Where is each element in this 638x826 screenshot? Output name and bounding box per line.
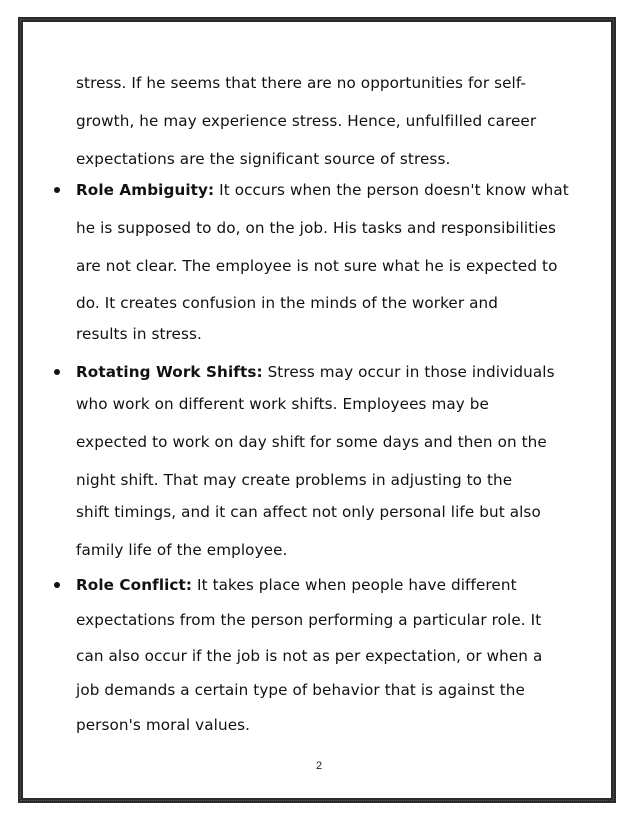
bullet-line: can also occur if the job is not as per expectation, or when a xyxy=(76,647,543,665)
bullet-dot xyxy=(54,187,60,193)
bullet-term: Rotating Work Shifts: xyxy=(76,363,263,381)
bullet-dot xyxy=(54,369,60,375)
bullet-term: Role Ambiguity: xyxy=(76,181,215,199)
bullet-line: shift timings, and it can affect not only personal life but also xyxy=(76,503,541,521)
bullet-line: he is supposed to do, on the job. His tasks and responsibilities xyxy=(76,219,557,237)
bullet-line: expectations from the person performing a particular role. It xyxy=(76,611,542,629)
bullet-role-ambiguity-line-1 xyxy=(76,180,569,200)
intro-line-2: growth, he may experience stress. Hence, unfulfilled career xyxy=(76,112,537,130)
bullet-line: who work on different work shifts. Employees may be xyxy=(76,395,489,413)
bullet-rotating-shifts-line-1 xyxy=(76,362,555,382)
bullet-text: It takes place when people have different xyxy=(192,576,517,594)
bullet-line: do. It creates confusion in the minds of the worker and xyxy=(76,294,499,312)
bullet-line: family life of the employee. xyxy=(76,541,288,559)
intro-line-1: stress. If he seems that there are no opportunities for self- xyxy=(76,74,527,92)
bullet-line: job demands a certain type of behavior that is against the xyxy=(76,681,525,699)
bullet-line: are not clear. The employee is not sure what he is expected to xyxy=(76,257,558,275)
bullet-line: expected to work on day shift for some days and then on the xyxy=(76,433,547,451)
bullet-role-conflict-line-1 xyxy=(76,575,517,595)
bullet-line: night shift. That may create problems in adjusting to the xyxy=(76,471,513,489)
bullet-line: person's moral values. xyxy=(76,716,251,734)
bullet-line: results in stress. xyxy=(76,325,202,343)
bullet-text: It occurs when the person doesn't know what xyxy=(214,181,569,199)
bullet-term: Role Conflict: xyxy=(76,576,193,594)
page-number: 2 xyxy=(315,760,323,772)
intro-line-3: expectations are the significant source of stress. xyxy=(76,150,451,168)
bullet-dot xyxy=(54,582,60,588)
bullet-text: Stress may occur in those individuals xyxy=(262,363,555,381)
